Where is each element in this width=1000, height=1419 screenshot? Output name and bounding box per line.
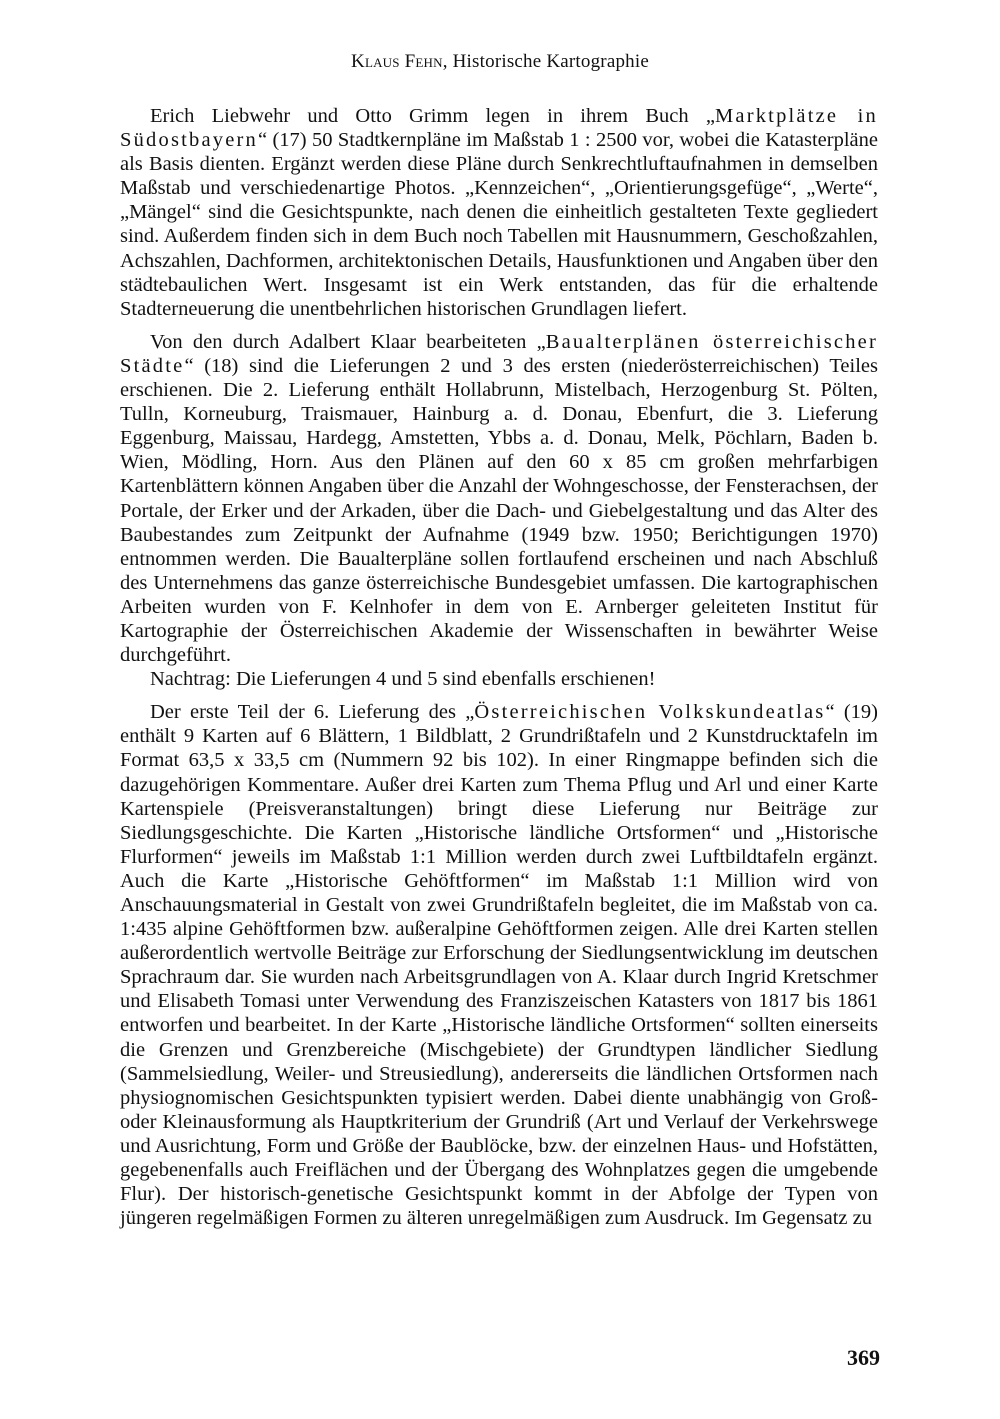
paragraph-marktplaetze xyxy=(120,104,878,321)
paragraph-text: Der erste Teil der 6. Lieferung des „ xyxy=(150,701,475,724)
paragraph-text: “ (18) sind die Lieferungen 2 und 3 des ersten (niederösterreichischen) Teiles erschienen. Die 2. Lieferung enthält Hollabrunn, Mistelbach, Herzogenburg St. Pölten, Tulln, Korneuburg, Traismauer, Hainburg a. d. Donau, Ebenfurt, die 3. Lieferung Eggenburg, Maissau, Hardegg, Amstetten, Ybbs a. d. Donau, Melk, Pöchlarn, Baden b. Wien, Mödling, Horn. Aus den Plänen auf den 60 x 85 cm großen mehrfarbigen Kartenblättern können Angaben über die Anzahl der Wohngeschosse, der Fensterachsen, der Portale, der Erker und der Arkaden, über die Dach- und Giebelgestaltung und das Alter des Baubestandes zum Zeitpunkt der Aufnahme (1949 bzw. 1950; Berichtigungen 1970) entnommen werden. Die Baualterpläne sollen fortlaufend erscheinen und nach Abschluß des Unternehmens das ganze österreichische Bundesgebiet umfassen. Die kartographischen Arbeiten wurden von F. Kelnhofer in dem von E. Arnberger geleiteten Institut für Kartographie der Österreichischen Akademie der Wissenschaften in bewährter Weise durchgeführt. xyxy=(120,354,878,667)
paragraph-text: “ (19) enthält 9 Karten auf 6 Blättern, 1 Bildblatt, 2 Grundrißtafeln und 2 Kunstdrucktafeln im Format 63,5 x 33,5 cm (Nummern 92 bis 102). In einer Ringmappe befinden sich die dazugehörigen Kommentare. Außer drei Karten zum Thema Pflug und Arl und einer Karte Kartenspiele (Preisveranstaltungen) bringt diese Lieferung nur Beiträge zur Siedlungsgeschichte. Die Karten „Historische ländliche Ortsformen“ und „Historische Flurformen“ jeweils im Maßstab 1:1 Million werden durch zwei Luftbildtafeln ergänzt. Auch die Karte „Historische Gehöftformen“ im Maßstab 1:1 Million wird von Anschauungsmaterial in Gestalt von zwei Grundrißtafeln begleitet, die im Maßstab von ca. 1:435 alpine Gehöftformen bzw. außeralpine Gehöftformen zeigen. Alle drei Karten stellen außerordentlich wertvolle Beiträge zur Erforschung der Siedlungsentwicklung im deutschen Sprachraum dar. Sie wurden nach Arbeitsgrundlagen von A. Klaar durch Ingrid Kretschmer und Elisabeth Tomasi unter Verwendung des Franziszeischen Katasters von 1817 bis 1861 entworfen und bearbeitet. In der Karte „Historische ländliche Ortsformen“ sollten einerseits die Grenzen und Grenzbereiche (Mischgebiete) der Grundtypen ländlicher Siedlung (Sammelsiedlung, Weiler- und Streusiedlung), andererseits die ländlichen Ortsformen nach physiognomischen Gesichtspunkten typisiert werden. Dabei diente unabhängig von Groß- oder Kleinausformung als Hauptkriterium der Grundriß (Art und Verlauf der Verkehrswege und Ausrichtung, Form und Größe der Baublöcke, bzw. der einzelnen Haus- und Hofstätten, gegebenenfalls auch Freiflächen und der Übergang des Wohnplatzes gegen die umgebende Flur). Der historisch-genetische Gesichtspunkt kommt in der Abfolge der Typen von jüngeren regelmäßigen Formen zu älteren unregelmäßigen zum Ausdruck. Im Gegensatz zu xyxy=(120,701,878,1230)
book-title: Marktplätze in Südostbayern xyxy=(120,105,878,152)
book-title: Österreichischen Volkskundeatlas xyxy=(474,701,826,724)
body-text xyxy=(120,104,878,1230)
paragraph-nachtrag xyxy=(120,667,878,691)
paragraph-baualterplaene xyxy=(120,330,878,667)
running-head-title: Historische Kartographie xyxy=(452,51,649,72)
page-number: 369 xyxy=(847,1345,880,1370)
paragraph-text: Von den durch Adalbert Klaar bearbeiteten „ xyxy=(150,330,546,353)
running-head-separator: , xyxy=(442,51,453,72)
paragraph-volkskundeatlas xyxy=(120,700,878,1230)
running-head xyxy=(120,50,880,74)
paragraph-text: Nachtrag: Die Lieferungen 4 und 5 sind ebenfalls erschienen! xyxy=(150,668,656,691)
paragraph-text: “ (17) 50 Stadtkernpläne im Maßstab 1 : 2500 vor, wobei die Katasterpläne als Basis dienten. Ergänzt werden diese Pläne durch Senkrechtluftaufnahmen in demselben Maßstab und verschiedenartige Photos. „Kennzeichen“, „Orientierungsgefüge“, „Werte“, „Mängel“ sind die Gesichtspunkte, nach denen die einheitlich gestalteten Texte gegliedert sind. Außerdem finden sich in dem Buch noch Tabellen mit Hausnummern, Geschoßzahlen, Achszahlen, Dachformen, architektonischen Details, Hausfunktionen und Angaben über den städtebaulichen Wert. Insgesamt ist ein Werk entstanden, das für die erhaltende Stadterneuerung die unentbehrlichen historischen Grundlagen liefert. xyxy=(120,129,878,320)
book-title: Baualterplänen österreichischer Städte xyxy=(120,330,878,377)
paragraph-text: Erich Liebwehr und Otto Grimm legen in ihrem Buch „ xyxy=(150,105,715,127)
running-head-author: Klaus Fehn xyxy=(351,51,443,72)
